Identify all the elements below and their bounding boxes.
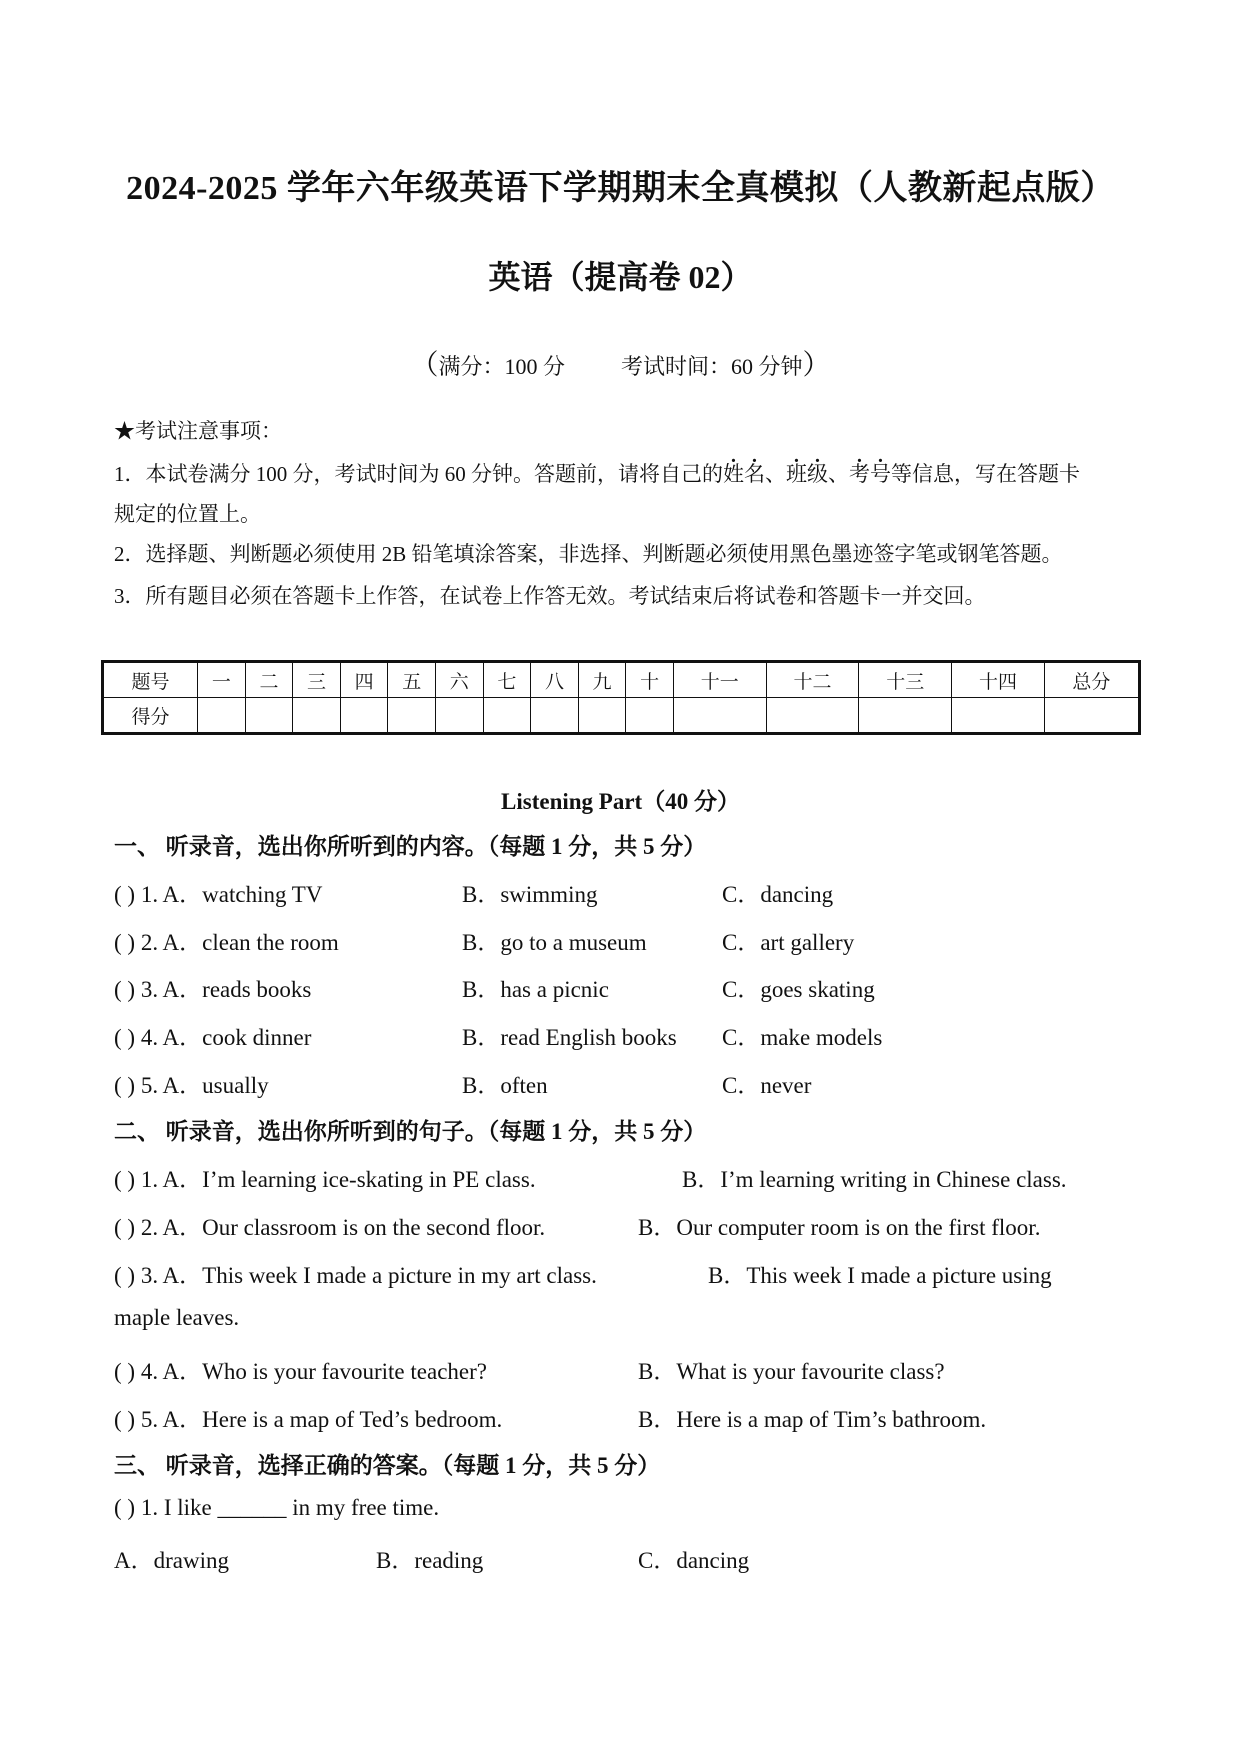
score-cell	[766, 698, 859, 734]
score-cell	[673, 698, 766, 734]
score-cell	[483, 698, 531, 734]
score-cell	[436, 698, 484, 734]
emphasis-char: 名	[744, 462, 765, 486]
score-cell	[952, 698, 1045, 734]
score-cell	[198, 698, 246, 734]
table-header-label: 题号	[103, 662, 198, 698]
table-col-header: 四	[340, 662, 388, 698]
exam-info	[0, 343, 1241, 383]
table-col-header: 十	[626, 662, 674, 698]
table-col-header: 总分	[1044, 662, 1139, 698]
exam-time: 考试时间：60 分钟	[621, 354, 803, 379]
emphasis-char: 考	[849, 462, 870, 486]
score-cell	[1044, 698, 1139, 734]
notice-item-1-cont: 规定的位置上。	[114, 502, 261, 526]
table-col-header: 十二	[766, 662, 859, 698]
score-cell	[245, 698, 293, 734]
emphasis-char: 班	[786, 462, 807, 486]
table-col-header: 三	[293, 662, 341, 698]
score-cell	[578, 698, 626, 734]
table-col-header: 二	[245, 662, 293, 698]
notice-item-2: 2．选择题、判断题必须使用 2B 铅笔填涂答案，非选择、判断题必须使用黑色墨迹签字笔或钢笔答题。	[114, 542, 1063, 566]
score-table-score-row	[103, 698, 1140, 734]
table-col-header: 十三	[859, 662, 952, 698]
score-cell	[388, 698, 436, 734]
exam-title: 2024-2025 学年六年级英语下学期期末全真模拟（人教新起点版）	[126, 170, 1115, 207]
table-score-label: 得分	[103, 698, 198, 734]
emphasis-char: 级	[807, 462, 828, 486]
notice-heading: ★考试注意事项：	[114, 419, 282, 443]
listening-part-title: Listening Part（40 分）	[501, 789, 740, 814]
section-3-title: 三、 听录音，选择正确的答案。（每题 1 分，共 5 分）	[114, 1453, 661, 1478]
info-paren-open: （	[410, 350, 439, 381]
s2-question-3-cont: maple leaves.	[114, 1305, 240, 1330]
table-col-header: 十一	[673, 662, 766, 698]
emphasis-char: 号	[870, 462, 891, 486]
notice-item-3: 3．所有题目必须在答题卡上作答，在试卷上作答无效。考试结束后将试卷和答题卡一并交回。	[114, 584, 986, 608]
s3-question-1: ( ) 1. I like ______ in my free time.	[114, 1495, 440, 1520]
score-cell	[293, 698, 341, 734]
score-cell	[859, 698, 952, 734]
table-col-header: 一	[198, 662, 246, 698]
score-table	[101, 660, 1141, 735]
notice-item-1: 1．本试卷满分 100 分，考试时间为 60 分钟。答题前，请将自己的姓名、班级、考号等信息，写在答题卡	[114, 462, 1080, 486]
exam-subtitle: 英语（提高卷 02）	[488, 259, 753, 295]
score-cell	[626, 698, 674, 734]
score-cell	[531, 698, 579, 734]
score-cell	[340, 698, 388, 734]
section-2-title: 二、 听录音，选出你所听到的句子。（每题 1 分，共 5 分）	[114, 1119, 707, 1144]
emphasis-char: 姓	[723, 462, 744, 486]
table-col-header: 六	[436, 662, 484, 698]
table-col-header: 七	[483, 662, 531, 698]
table-col-header: 十四	[952, 662, 1045, 698]
table-col-header: 五	[388, 662, 436, 698]
section-1-title: 一、 听录音，选出你所听到的内容。（每题 1 分，共 5 分）	[114, 834, 707, 859]
exam-page: 2024-2025 学年六年级英语下学期期末全真模拟（人教新起点版） 英语（提高卷 02） （满分：100 分 考试时间：60 分钟） ★考试注意事项： 1．本试卷满分 100 分，考试时间为 60 分钟。答题前，请将自己的姓名、班级、考号等信息，写在答题卡 规定的位置上。 2．选择题、判断题必须使用 2B 铅笔填涂答案，非选择、判断题必须使用黑色墨迹签字笔或钢笔答题。 3．所有题目必须在答题卡上作答，在试卷上作答无效。考试结束后将试卷和答题卡一并交回。 题号 一 二 三 四 五 六 七 八 九 十 十一 十二 十三 十四 总分 得分 Listening Part（40 分） 一、 听录音，选出你所听到的内容。（每题 1 分，共 5 分） ( ) 1. A．watching TV B．swimming C．dancing ( ) 2. A．clean the room B．go to a museum C．art gallery ( ) 3. A．reads books B．has a picnic C．goes skating ( ) 4. A．cook dinner B．read English books C．make models ( ) 5. A．usually B．often C．never 二、 听录音，选出你所听到的句子。（每题 1 分，共 5 分） ( ) 1. A．I’m learning ice-skating in PE class. B．I’m learning writing in Chinese class. ( ) 2. A．Our classroom is on the second floor. B．Our computer room is on the first floor. ( ) 3. A．This week I made a picture in my art class. B．This week I made a picture using maple leaves. ( ) 4. A．Who is your favourite teacher? B．What is your favourite class? ( ) 5. A．Here is a map of Ted’s bedroom. B．Here is a map of Tim’s bathroom. 三、 听录音，选择正确的答案。（每题 1 分，共 5 分） ( ) 1. I like ______ in my free time. A．drawing B．reading C．dancing	[0, 0, 1241, 1754]
full-score: 满分：100 分	[438, 354, 565, 379]
info-paren-close: ）	[802, 350, 831, 381]
table-col-header: 八	[531, 662, 579, 698]
table-col-header: 九	[578, 662, 626, 698]
score-table-header-row	[103, 662, 1140, 698]
